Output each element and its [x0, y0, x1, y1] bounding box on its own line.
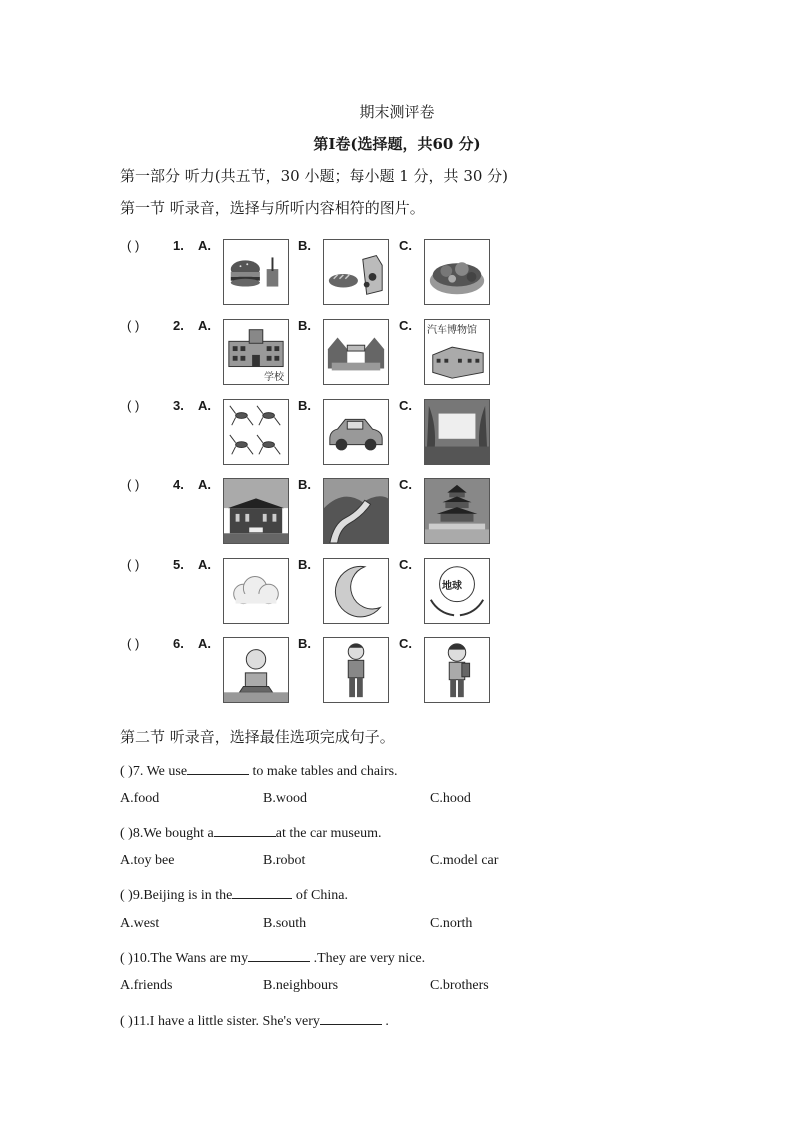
standing-boy-icon[interactable]: [323, 637, 389, 703]
option-letter-a: A.: [198, 238, 211, 253]
question-stem: [120, 884, 348, 904]
option-letter-a: A.: [198, 398, 211, 413]
question-number: 1.: [173, 238, 184, 253]
option-letter-b: B.: [298, 398, 311, 413]
cloud-icon[interactable]: [223, 558, 289, 624]
stem-text: ( )9.Beijing is in the: [120, 888, 233, 903]
option-c[interactable]: C.model car: [430, 853, 499, 868]
stem-text: ( )8.We bought a: [120, 826, 214, 841]
option-b[interactable]: B.south: [263, 916, 307, 931]
option-letter-a: A.: [198, 477, 211, 492]
stem-text: to make tables and chairs.: [249, 764, 398, 779]
picture-caption: 学校: [264, 372, 284, 383]
schoolboy-icon[interactable]: [424, 637, 490, 703]
question-number: 5.: [173, 557, 184, 572]
answer-blank[interactable]: ( ): [127, 636, 140, 651]
option-letter-a: A.: [198, 557, 211, 572]
option-letter-b: B.: [298, 636, 311, 651]
option-a[interactable]: A.west: [120, 916, 160, 931]
answer-blank[interactable]: ( ): [127, 318, 140, 333]
option-c[interactable]: C.hood: [430, 791, 471, 806]
option-letter-a: A.: [198, 636, 211, 651]
answer-blank[interactable]: ( ): [127, 398, 140, 413]
question-number: 3.: [173, 398, 184, 413]
option-letter-b: B.: [298, 557, 311, 572]
picture-caption: 地球: [442, 581, 462, 592]
stem-text: of China.: [292, 888, 348, 903]
option-letter-c: C.: [399, 238, 412, 253]
option-letter-b: B.: [298, 477, 311, 492]
answer-blank[interactable]: ( ): [127, 477, 140, 492]
sitting-boy-icon[interactable]: [223, 637, 289, 703]
option-letter-c: C.: [399, 318, 412, 333]
answer-blank[interactable]: ( ): [127, 557, 140, 572]
fill-blank[interactable]: [248, 947, 310, 962]
temple-of-heaven-icon[interactable]: [424, 478, 490, 544]
option-b[interactable]: B.wood: [263, 791, 307, 806]
fill-blank[interactable]: [187, 760, 249, 775]
part-heading: 第一部分 听力(共五节，30 小题；每小题 1 分，共 30 分): [120, 167, 509, 185]
question-stem: [120, 1010, 389, 1030]
stem-text: ( )7. We use: [120, 764, 188, 779]
fill-blank[interactable]: [320, 1010, 382, 1025]
option-letter-b: B.: [298, 238, 311, 253]
option-letter-c: C.: [399, 557, 412, 572]
section2-heading: 第二节 听录音，选择最佳选项完成句子。: [120, 728, 395, 746]
paper-subtitle: 第Ⅰ卷(选择题，共60 分): [313, 135, 481, 153]
stem-text: ( )10.The Wans are my: [120, 951, 249, 966]
page-title: 期末测评卷: [359, 103, 435, 121]
option-b[interactable]: B.robot: [263, 853, 306, 868]
option-letter-c: C.: [399, 398, 412, 413]
option-c[interactable]: C.north: [430, 916, 473, 931]
park-gate-icon[interactable]: [323, 319, 389, 385]
fill-blank[interactable]: [214, 822, 276, 837]
crickets-icon[interactable]: [223, 399, 289, 465]
question-stem: [120, 760, 398, 780]
question-number: 4.: [173, 477, 184, 492]
option-b[interactable]: B.neighbours: [263, 978, 339, 993]
stem-text: .They are very nice.: [310, 951, 426, 966]
moon-icon[interactable]: [323, 558, 389, 624]
option-a[interactable]: A.food: [120, 791, 160, 806]
car-icon[interactable]: [323, 399, 389, 465]
question-stem: [120, 822, 381, 842]
salad-icon[interactable]: [424, 239, 490, 305]
burger-drink-icon[interactable]: [223, 239, 289, 305]
option-letter-a: A.: [198, 318, 211, 333]
question-stem: [120, 947, 425, 967]
option-a[interactable]: A.toy bee: [120, 853, 175, 868]
option-c[interactable]: C.brothers: [430, 978, 489, 993]
bread-milk-icon[interactable]: [323, 239, 389, 305]
answer-blank[interactable]: ( ): [127, 238, 140, 253]
option-letter-c: C.: [399, 477, 412, 492]
great-wall-icon[interactable]: [323, 478, 389, 544]
stem-text: at the car museum.: [275, 826, 382, 841]
car-museum-icon[interactable]: [424, 319, 490, 385]
question-number: 2.: [173, 318, 184, 333]
option-letter-b: B.: [298, 318, 311, 333]
option-a[interactable]: A.friends: [120, 978, 173, 993]
option-letter-c: C.: [399, 636, 412, 651]
stem-text: .: [381, 1014, 389, 1029]
section1-heading: 第一节 听录音，选择与所听内容相符的图片。: [120, 199, 425, 217]
stage-icon[interactable]: [424, 399, 490, 465]
picture-caption: 汽车博物馆: [427, 321, 477, 336]
fill-blank[interactable]: [232, 884, 292, 899]
question-number: 6.: [173, 636, 184, 651]
palace-icon[interactable]: [223, 478, 289, 544]
school-icon[interactable]: [223, 319, 289, 385]
earth-hands-icon[interactable]: [424, 558, 490, 624]
stem-text: ( )11.I have a little sister. She's very: [120, 1014, 320, 1029]
